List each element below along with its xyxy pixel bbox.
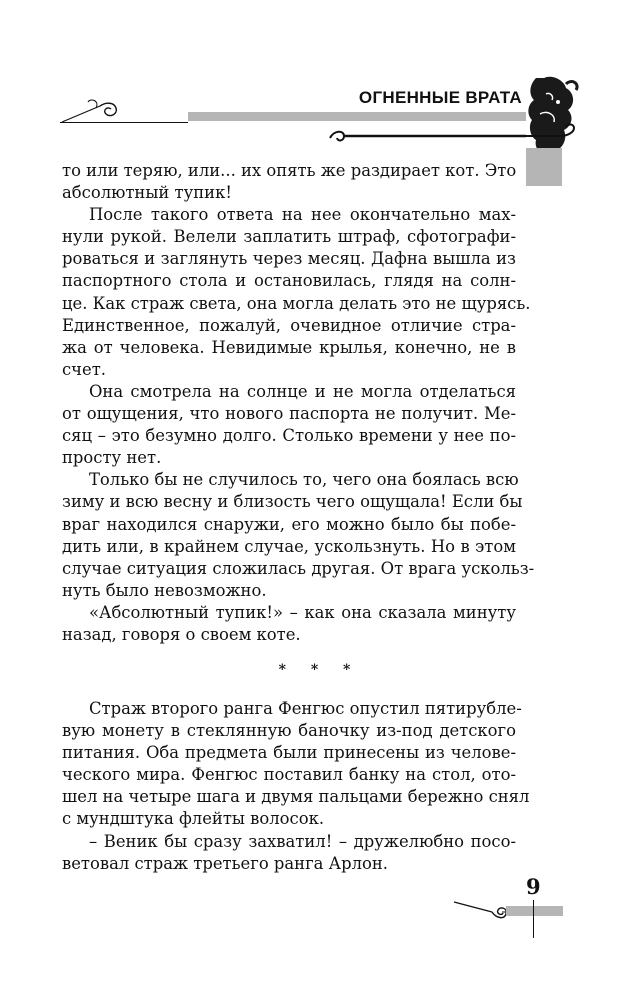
text-line: шел на четыре шага и двумя пальцами бережно снял <box>62 787 530 807</box>
paragraph <box>62 204 531 381</box>
paragraph <box>62 831 516 875</box>
text-line: – Веник бы сразу захватил! – дружелюбно посо- <box>89 831 516 851</box>
text-line: то или теряю, или... их опять же раздирает кот. Это <box>62 161 517 180</box>
text-line: нули рукой. Велели заплатить штраф, сфотографи- <box>62 227 516 247</box>
paragraph <box>62 698 530 831</box>
text-line: от ощущения, что нового паспорта не получит. Ме- <box>62 404 516 424</box>
text-line: назад, говоря о своем коте. <box>62 624 301 644</box>
text-line: Она смотрела на солнце и не могла отделаться <box>89 381 516 401</box>
text-line: сяц – это безумно долго. Столько времени у нее по- <box>62 426 516 446</box>
text-line: зиму и всю весну и близость чего ощущала! Если бы <box>62 492 523 512</box>
header-flourish-icon <box>328 120 578 150</box>
text-line: ческого мира. Фенгюс поставил банку на стол, ото- <box>62 765 516 785</box>
text-line: нуть было невозможно. <box>62 580 267 600</box>
text-line: После такого ответа на нее окончательно мах- <box>89 205 516 225</box>
text-line: абсолютный тупик! <box>62 183 232 203</box>
text-line: ветовал страж третьего ранга Арлон. <box>62 853 388 873</box>
text-line: питания. Оба предмета были принесены из челове- <box>62 743 516 763</box>
text-line: Страж второго ранга Фенгюс опустил пятирубле- <box>89 699 522 718</box>
text-line: Только бы не случилось то, чего она боялась всю <box>89 470 519 490</box>
text-line: дить или, в крайнем случае, ускользнуть. Но в этом <box>62 536 516 556</box>
paragraph <box>62 469 535 602</box>
section-separator: * * * <box>278 662 361 678</box>
text-line: паспортного стола и остановилась, глядя на солн- <box>62 271 516 291</box>
scroll-ornament-icon <box>60 92 130 124</box>
text-line: случае ситуация сложилась другая. От врага ускольз- <box>62 558 535 578</box>
text-line: роваться и заглянуть через месяц. Дафна вышла из <box>62 249 516 269</box>
paragraph <box>62 381 516 469</box>
text-line: «Абсолютный тупик!» – как она сказала минуту <box>89 602 516 622</box>
text-line: просту нет. <box>62 448 162 468</box>
text-line: Единственное, пожалуй, очевидное отличие стра- <box>62 315 516 335</box>
header-gray-box <box>526 148 562 186</box>
page-number: 9 <box>526 874 541 899</box>
footer-rule <box>533 900 534 938</box>
running-title: ОГНЕННЫЕ ВРАТА <box>358 88 522 107</box>
text-line: враг находился снаружи, его можно было бы побе- <box>62 514 516 534</box>
paragraph <box>62 160 516 204</box>
text-line: счет. <box>62 359 106 379</box>
body-text <box>62 698 530 875</box>
text-line: жа от человека. Невидимые крылья, конечно, не в <box>62 337 516 357</box>
footer-gray-bar <box>506 906 563 916</box>
body-text <box>62 160 535 646</box>
text-line: с мундштука флейты волосок. <box>62 809 325 829</box>
paragraph <box>62 602 516 646</box>
text-line: вую монету в стеклянную баночку из-под детского <box>62 721 516 741</box>
header-rule <box>60 122 188 123</box>
text-line: це. Как страж света, она могла делать это не щурясь. <box>62 293 531 313</box>
